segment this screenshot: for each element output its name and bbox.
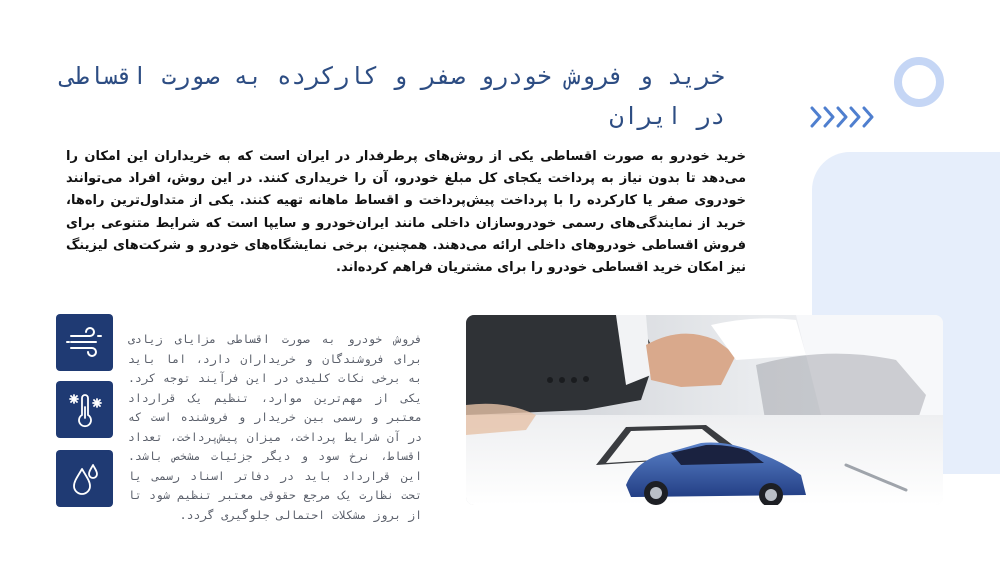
thermometer-snow-icon	[65, 390, 105, 430]
intro-paragraph: خرید خودرو به صورت اقساطی یکی از روش‌های پرطرفدار در ایران است که به خریداران این امکان را می‌دهد تا بدون نیاز به پرداخت یکجای کل مبلغ خودرو، آن را خریداری کنند. در این روش، افراد می‌توانند خودروی صفر یا کارکرده را با پرداخت پیش‌پرداخت و اقساط ماهانه تهیه کنند. یکی از متداول‌ترین راه‌ها، خرید از نمایندگی‌های رسمی خودروسازان داخلی مانند ایران‌خودرو و سایپا است که شرایط متنوعی برای فروش اقساطی خودروهای داخلی ارائه می‌دهند. همچنین، برخی نمایشگاه‌های خودرو و شرکت‌های لیزینگ نیز امکان خرید اقساطی خودرو را برای مشتریان فراهم کرده‌اند.	[66, 149, 746, 276]
thermometer-icon-tile	[56, 381, 113, 438]
chevrons-decoration	[809, 101, 883, 133]
ring-decoration	[894, 57, 944, 107]
handshake-car-photo	[466, 315, 943, 505]
side-paragraph: فروش خودرو به صورت اقساطی مزایای زیادی برای فروشندگان و خریداران دارد، اما باید به برخی نکات کلیدی در این فرآیند توجه کرد. یکی از مهم‌ترین موارد، تنظیم یک قرارداد معتبر و رسمی بین خریدار و فروشنده است که در آن شرایط پرداخت، میزان پیش‌پرداخت، تعداد اقساط، نرخ سود و دیگر جزئیات مشخص باشد. این قرارداد باید در دفاتر اسناد رسمی یا تحت نظارت یک مرجع حقوقی معتبر تنظیم شود تا از بروز مشکلات احتمالی جلوگیری گردد.	[128, 332, 422, 522]
drops-icon-tile	[56, 450, 113, 507]
page-title: خرید و فروش خودرو صفر و کارکرده به صورت اقساطی در ایران	[60, 62, 725, 130]
handshake-car-illustration	[466, 315, 943, 505]
water-drops-icon	[65, 459, 105, 499]
wind-icon	[65, 323, 105, 363]
wind-icon-tile	[56, 314, 113, 371]
